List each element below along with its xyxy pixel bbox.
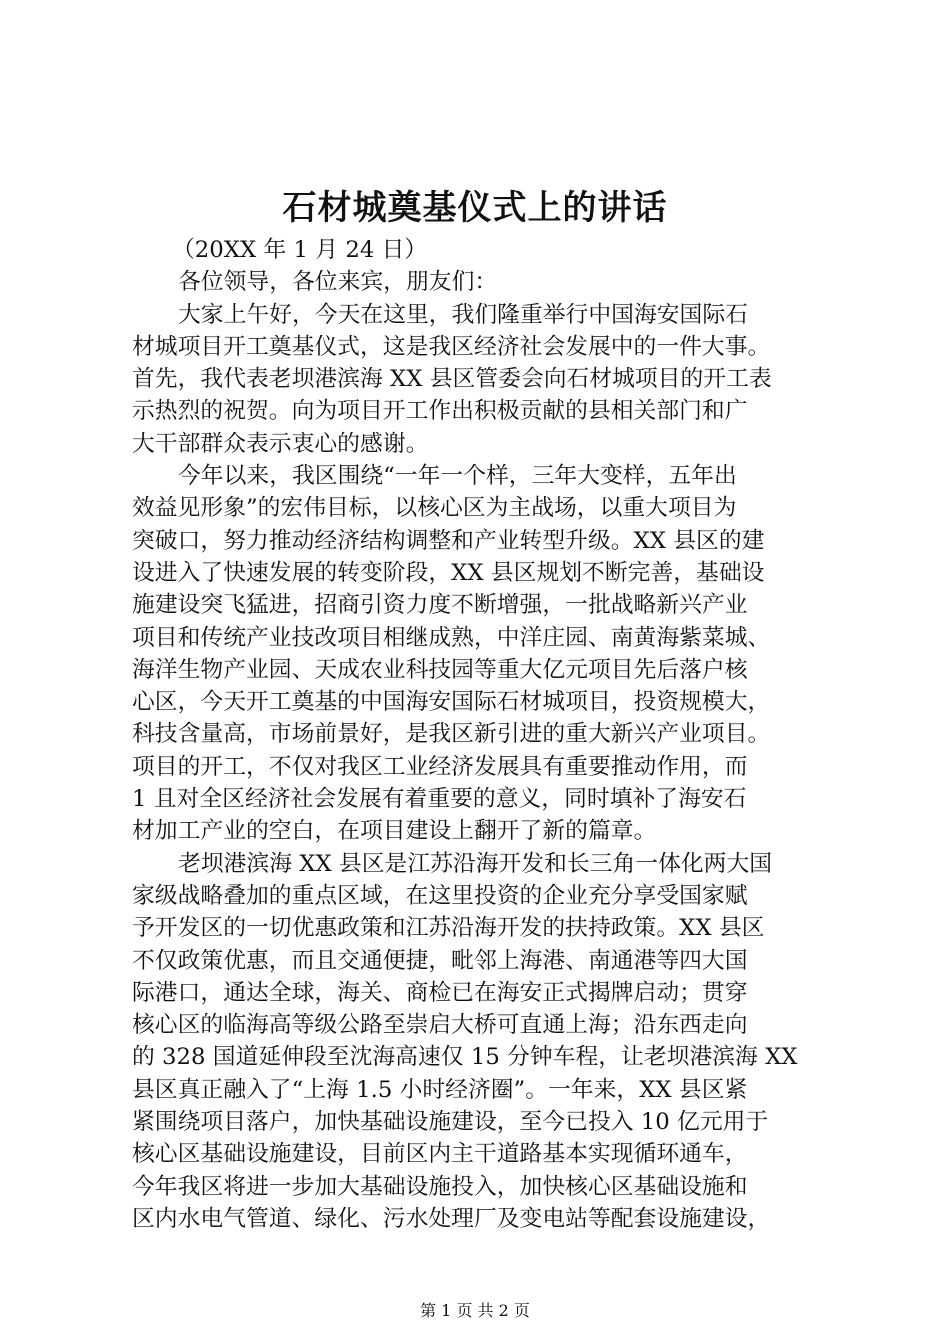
paragraph-3-line-2: 家级战略叠加的重点区域，在这里投资的企业充分享受国家赋 — [132, 882, 748, 909]
paragraph-3-line-3: 予开发区的一切优惠政策和江苏沿海开发的扶持政策。XX 县区 — [132, 915, 765, 942]
paragraph-2-line-12: 材加工产业的空白，在项目建设上翻开了新的篇章。 — [132, 818, 657, 845]
date-line: （20XX 年 1 月 24 日） — [172, 237, 428, 263]
paragraph-2-line-7: 海洋生物产业园、天成农业科技园等重大亿元项目先后落户核 — [132, 656, 748, 683]
paragraph-1-line-4: 示热烈的祝贺。向为项目开工作出积极贡献的县相关部门和广 — [132, 398, 748, 425]
paragraph-3-line-6: 核心区的临海高等级公路至崇启大桥可直通上海；沿东西走向 — [132, 1012, 748, 1039]
paragraph-3-line-11: 今年我区将进一步加大基础设施投入，加快核心区基础设施和 — [132, 1173, 748, 1200]
paragraph-3-line-7: 的 328 国道延伸段至沈海高速仅 15 分钟车程，让老坝港滨海 XX — [132, 1044, 798, 1071]
paragraph-2-line-1: 今年以来，我区围绕“一年一个样，三年大变样，五年出 — [178, 463, 737, 490]
paragraph-1-line-5: 大干部群众表示衷心的感谢。 — [132, 430, 429, 457]
paragraph-2-line-9: 科技含量高，市场前景好，是我区新引进的重大新兴产业项目。 — [132, 721, 771, 748]
paragraph-3-line-5: 际港口，通达全球，海关、商检已在海安正式揭牌启动；贯穿 — [132, 979, 748, 1006]
paragraph-2-line-10: 项目的开工，不仅对我区工业经济发展具有重要推动作用，而 — [132, 753, 748, 780]
paragraph-3-line-1: 老坝港滨海 XX 县区是江苏沿海开发和长三角一体化两大国 — [178, 850, 773, 877]
paragraph-2-line-5: 施建设突飞猛进，招商引资力度不断增强，一批战略新兴产业 — [132, 592, 748, 619]
paragraph-3-line-9: 紧围绕项目落户，加快基础设施建设，至今已投入 10 亿元用于 — [132, 1109, 769, 1136]
paragraph-2-line-2: 效益见形象”的宏伟目标，以核心区为主战场，以重大项目为 — [132, 495, 737, 522]
document-body — [132, 234, 832, 1235]
paragraph-3-line-8: 县区真正融入了“上海 1.5 小时经济圈”。一年来，XX 县区紧 — [132, 1076, 748, 1103]
page-number: 第 1 页 共 2 页 — [420, 1301, 530, 1320]
document-title: 石材城奠基仪式上的讲话 — [282, 188, 668, 228]
salutation-line: 各位领导，各位来宾，朋友们： — [178, 269, 498, 296]
paragraph-2-line-6: 项目和传统产业技改项目相继成熟，中洋庄园、南黄海紫菜城、 — [132, 624, 771, 651]
paragraph-3-line-12: 区内水电气管道、绿化、污水处理厂及变电站等配套设施建设， — [132, 1205, 771, 1232]
paragraph-3-line-4: 不仅政策优惠，而且交通便捷，毗邻上海港、南通港等四大国 — [132, 947, 748, 974]
paragraph-2-line-3: 突破口，努力推动经济结构调整和产业转型升级。XX 县区的建 — [132, 527, 765, 554]
paragraph-2-line-8: 心区，今天开工奠基的中国海安国际石材城项目，投资规模大， — [132, 689, 771, 716]
paragraph-1-line-1: 大家上午好，今天在这里，我们隆重举行中国海安国际石 — [178, 301, 748, 328]
paragraph-1-line-3: 首先，我代表老坝港滨海 XX 县区管委会向石材城项目的开工表 — [132, 366, 772, 393]
paragraph-3-line-10: 核心区基础设施建设，目前区内主干道路基本实现循环通车， — [132, 1141, 748, 1168]
paragraph-2-line-4: 设进入了快速发展的转变阶段，XX 县区规划不断完善，基础设 — [132, 559, 765, 586]
paragraph-2-line-11: 1 且对全区经济社会发展有着重要的意义，同时填补了海安石 — [132, 786, 747, 813]
paragraph-1-line-2: 材城项目开工奠基仪式，这是我区经济社会发展中的一件大事。 — [132, 333, 771, 360]
